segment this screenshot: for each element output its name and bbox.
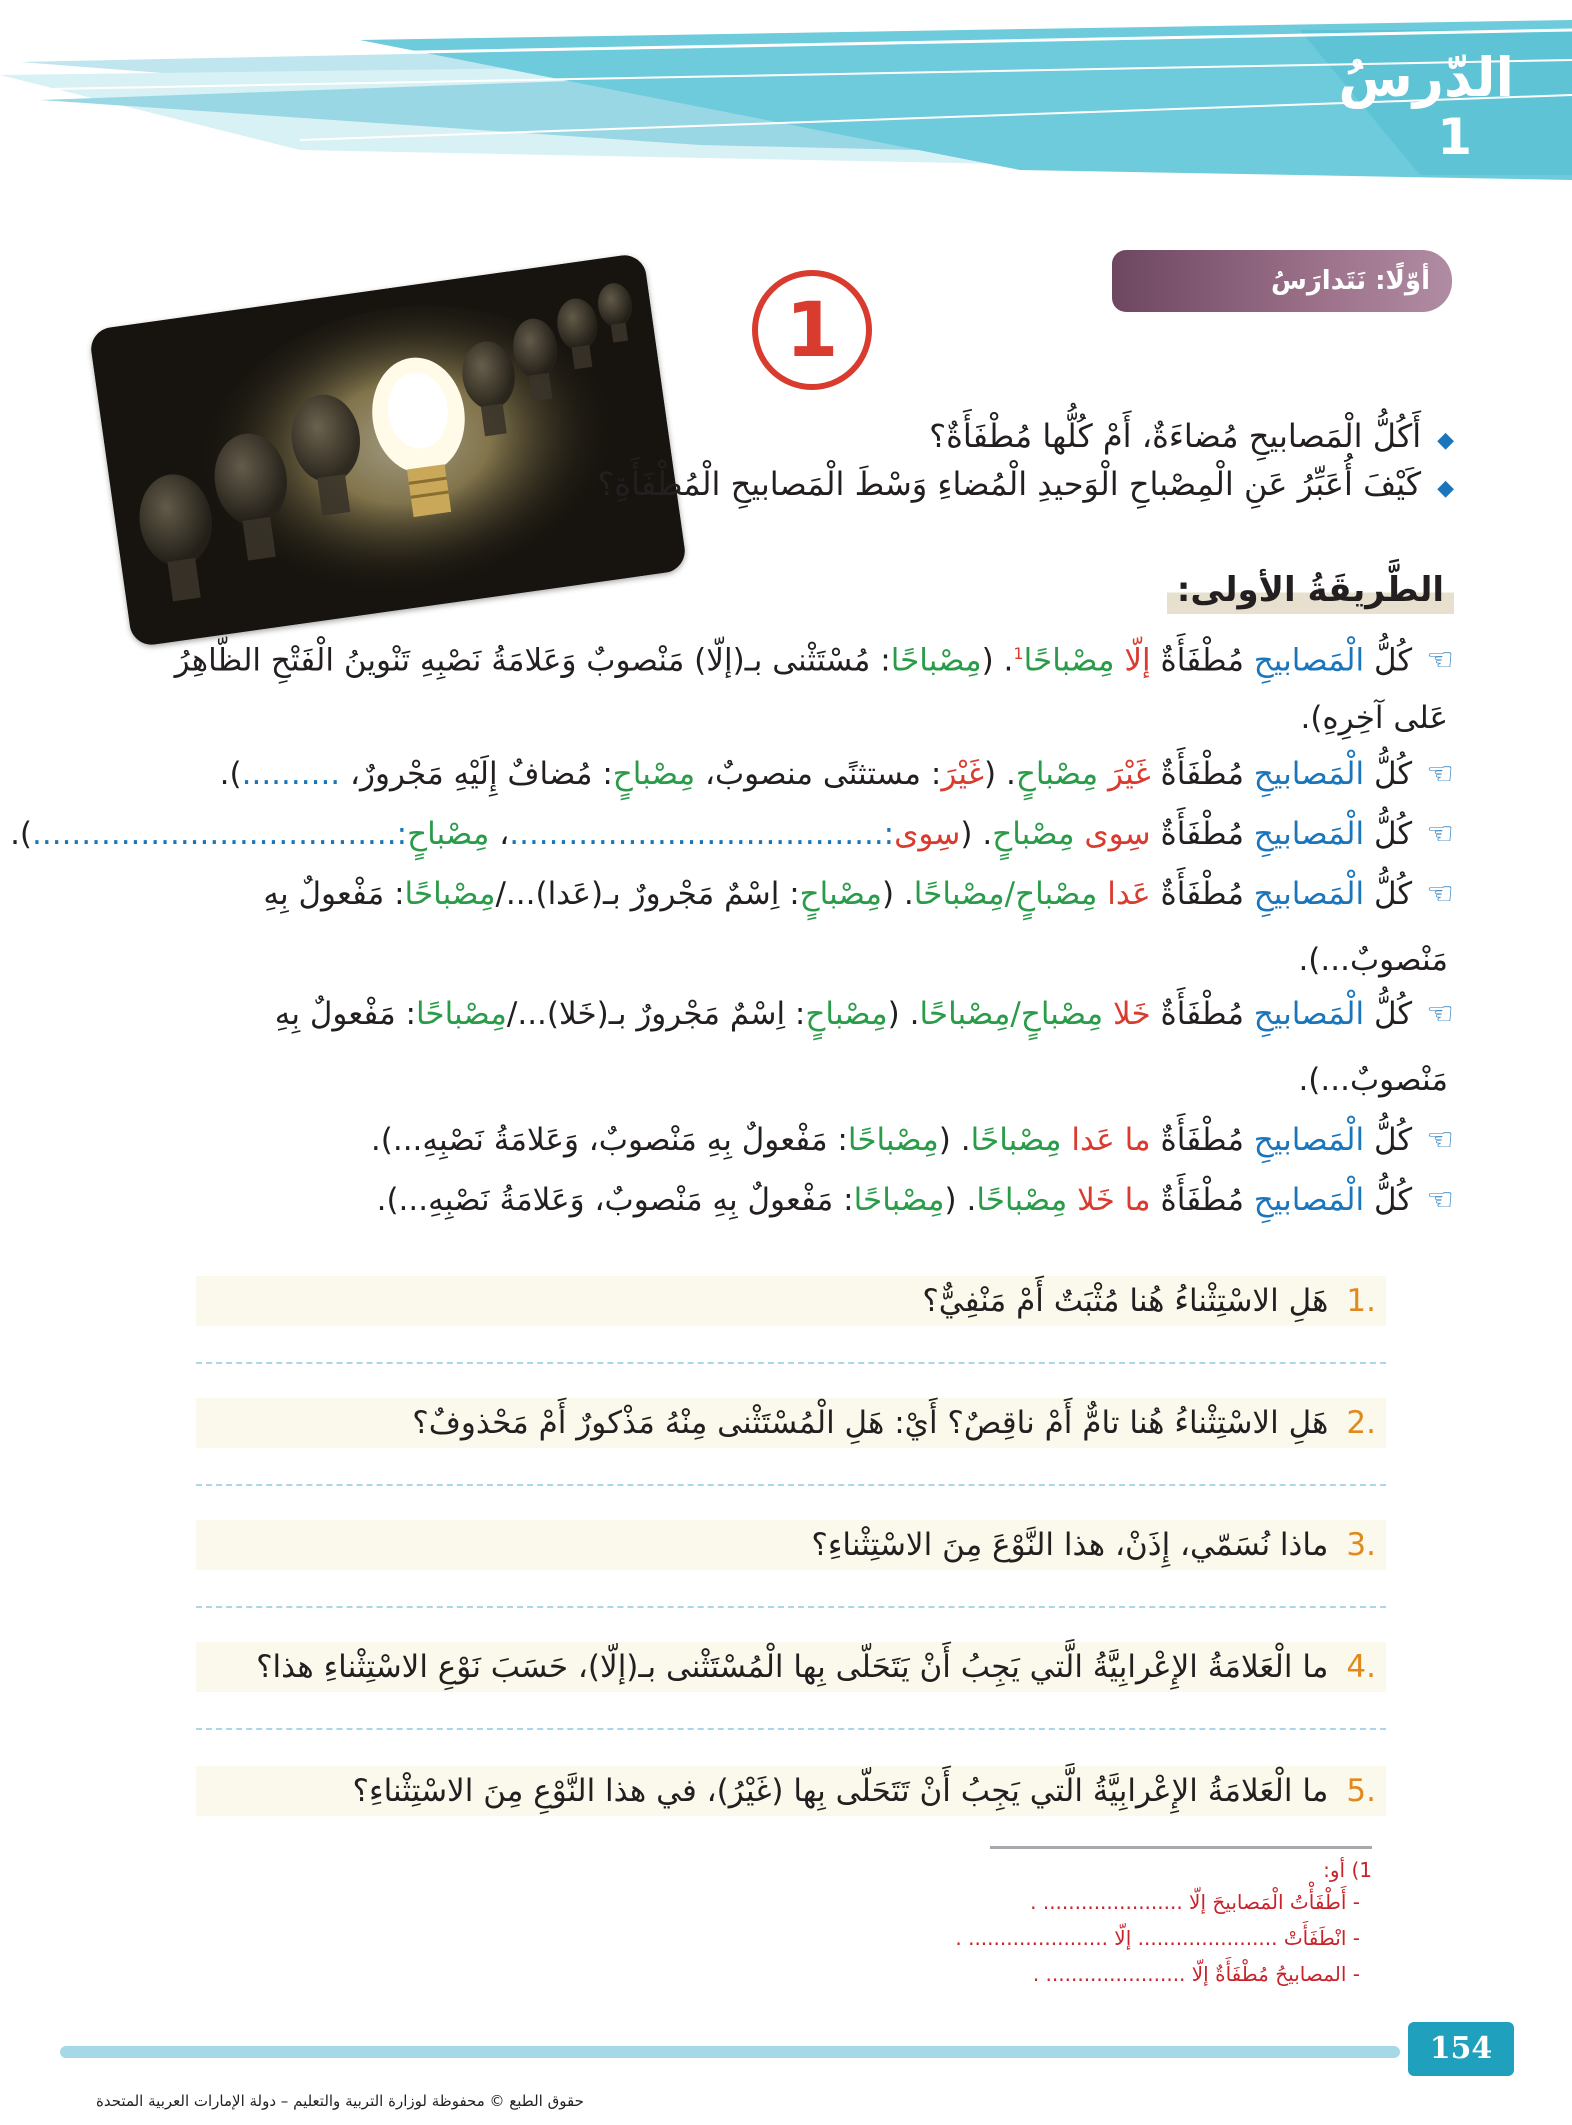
intro-question-2: ◆كَيْفَ أُعَبِّرُ عَنِ الْمِصْباحِ الْوَحيدِ الْمُضاءِ وَسْطَ الْمَصابيحِ الْمُطْفَأَةِ؟ xyxy=(597,465,1454,503)
lesson-banner xyxy=(0,0,1572,200)
light-bulbs-illustration xyxy=(88,253,687,648)
diamond-bullet-icon: ◆ xyxy=(1437,428,1454,453)
example-line-4-cont: مَنْصوبٌ...). xyxy=(1298,942,1448,978)
answer-line-3[interactable] xyxy=(196,1606,1386,1608)
hand-arrow-icon: ☜ xyxy=(1426,816,1454,852)
hand-arrow-icon: ☜ xyxy=(1426,1182,1454,1218)
example-line-7: ☜كُلُّ الْمَصابيحِ مُطْفَأَةٌ ما خَلا مِصْباحًا. (مِصْباحًا: مَفْعولٌ بِهِ مَنْصوبٌ، وَعَلامَةُ نَصْبِهِ...). xyxy=(376,1182,1454,1218)
lesson-title: الدّرسُ xyxy=(1338,46,1514,109)
lesson-number: 1 xyxy=(1437,108,1472,166)
section-header: أوّلًا: نَتَدارَسُ xyxy=(1112,250,1452,312)
example-line-6: ☜كُلُّ الْمَصابيحِ مُطْفَأَةٌ ما عَدا مِصْباحًا. (مِصْباحًا: مَفْعولٌ بِهِ مَنْصوبٌ، وَعَلامَةُ نَصْبِهِ...). xyxy=(370,1122,1454,1158)
example-number-badge: 1 xyxy=(752,270,872,390)
exercise-2: .2هَلِ الاسْتِثْناءُ هُنا تامٌّ أَمْ ناقِصٌ؟ أَيْ: هَلِ الْمُسْتَثْنى مِنْهُ مَذْكورٌ أَمْ مَحْذوفٌ؟ xyxy=(412,1405,1376,1441)
hand-arrow-icon: ☜ xyxy=(1426,996,1454,1032)
diamond-bullet-icon: ◆ xyxy=(1437,476,1454,501)
footnote-line-3: - المصابيحُ مُطْفَأَةٌ إلّا ...................... . xyxy=(1032,1962,1360,1986)
example-line-2: ☜كُلُّ الْمَصابيحِ مُطْفَأَةٌ غَيْرَ مِصْباحٍ. (غَيْرَ: مستثنًى منصوبٌ، مِصْباحٍ: مُضافٌ إِلَيْهِ مَجْرورٌ، ..........). xyxy=(219,756,1454,792)
example-line-5-cont: مَنْصوبٌ...). xyxy=(1298,1062,1448,1098)
page-number: 154 xyxy=(1408,2022,1514,2076)
copyright-notice: حقوق الطبع © محفوظة لوزارة التربية والتعليم – دولة الإمارات العربية المتحدة xyxy=(96,2092,584,2110)
intro-question-1: ◆أَكُلُّ الْمَصابيحِ مُضاءَةٌ، أَمْ كُلُّها مُطْفَأَةٌ؟ xyxy=(929,417,1454,455)
exercise-5: .5ما الْعَلامَةُ الإِعْرابِيَّةُ الَّتي يَجِبُ أَنْ تَتَحَلّى بِها (غَيْرُ)، في هذا النَّوْعِ مِنَ الاسْتِثْناءِ؟ xyxy=(352,1773,1376,1809)
example-line-1-cont: عَلى آخِرِهِ). xyxy=(1300,700,1448,736)
answer-line-2[interactable] xyxy=(196,1484,1386,1486)
exercise-3: .3ماذا نُسَمّي، إِذَنْ، هذا النَّوْعَ مِنَ الاسْتِثْناءِ؟ xyxy=(811,1527,1376,1563)
light-bulbs-photo xyxy=(88,253,687,648)
hand-arrow-icon: ☜ xyxy=(1426,1122,1454,1158)
answer-line-4[interactable] xyxy=(196,1728,1386,1730)
example-line-1: ☜كُلُّ الْمَصابيحِ مُطْفَأَةٌ إلّا مِصْباحًا$^1$. (مِصْباحًا: مُسْتَثْنى بـ(إلّا) مَنْصوبٌ وَعَلامَةُ نَصْبِهِ تَنْوينُ الْفَتْحِ الظّاهِرُ xyxy=(174,642,1454,679)
answer-line-1[interactable] xyxy=(196,1362,1386,1364)
footnote-line-2: - انْطَفَأَتْ ...................... إلّا ...................... . xyxy=(955,1926,1360,1950)
footnote-heading: 1) أو: xyxy=(1323,1858,1372,1882)
footnote-rule xyxy=(990,1846,1372,1849)
method-title: الطَّريقَةُ الأولى: xyxy=(1167,566,1454,614)
exercise-1: .1هَلِ الاسْتِثْناءُ هُنا مُثْبَتٌ أَمْ مَنْفِيٌّ؟ xyxy=(922,1283,1376,1319)
example-line-3: ☜كُلُّ الْمَصابيحِ مُطْفَأَةٌ سِوى مِصْباحٍ. (سِوى:......................................، مِصْباحٍ:.....................................). xyxy=(10,816,1454,852)
example-line-5: ☜كُلُّ الْمَصابيحِ مُطْفَأَةٌ خَلا مِصْباحٍ/مِصْباحًا. (مِصْباحٍ: اِسْمٌ مَجْرورٌ بـ(خَلا).../مِصْباحًا: مَفْعولٌ بِهِ xyxy=(274,996,1454,1032)
hand-arrow-icon: ☜ xyxy=(1426,876,1454,912)
footnote-line-1: - أَطْفَأْتُ الْمَصابيحَ إلّا ...................... . xyxy=(1030,1890,1360,1914)
example-line-4: ☜كُلُّ الْمَصابيحِ مُطْفَأَةٌ عَدا مِصْباحٍ/مِصْباحًا. (مِصْباحٍ: اِسْمٌ مَجْرورٌ بـ(عَدا).../مِصْباحًا: مَفْعولٌ بِهِ xyxy=(263,876,1454,912)
exercise-4: .4ما الْعَلامَةُ الإِعْرابِيَّةُ الَّتي يَجِبُ أَنْ يَتَحَلّى بِها الْمُسْتَثْنى بـ(إلّا)، حَسَبَ نَوْعِ الاسْتِثْناءِ هذا؟ xyxy=(256,1649,1376,1685)
hand-arrow-icon: ☜ xyxy=(1426,642,1454,679)
hand-arrow-icon: ☜ xyxy=(1426,756,1454,792)
footer-bar xyxy=(60,2046,1400,2058)
